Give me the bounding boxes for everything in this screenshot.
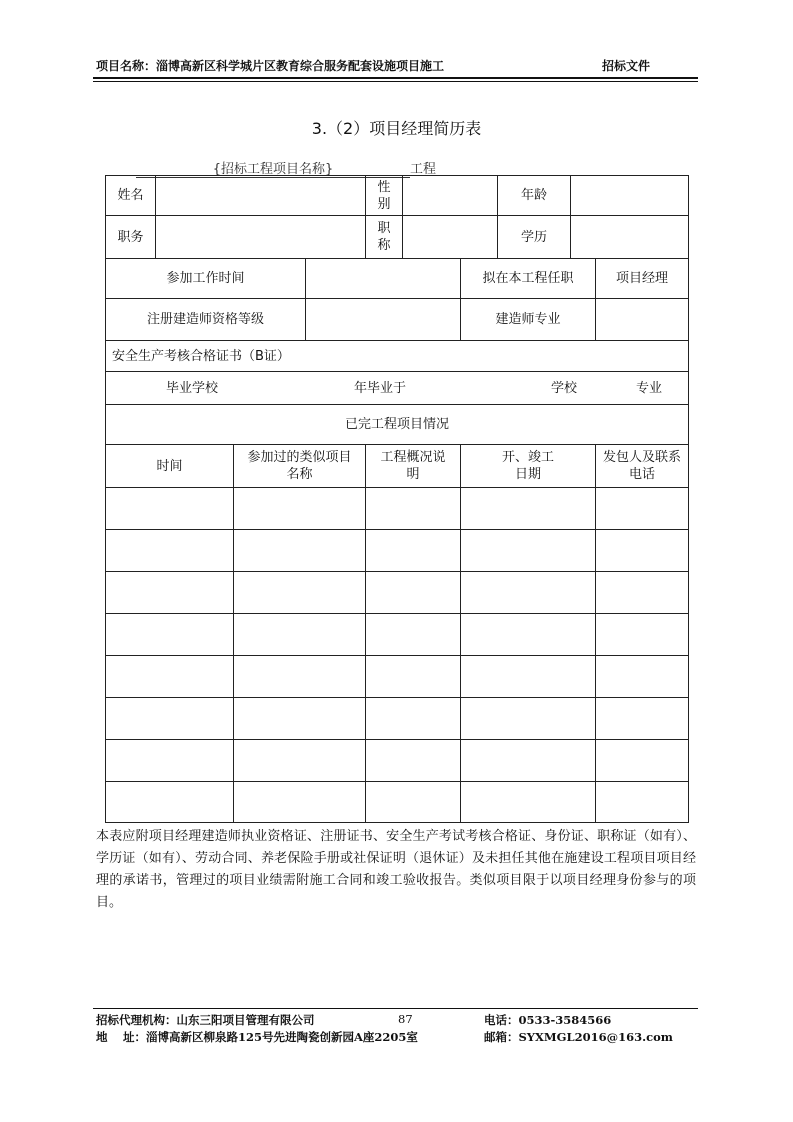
table-cell[interactable] — [596, 656, 689, 698]
label-title: 职 称 — [366, 216, 403, 259]
page-number: 87 — [398, 1012, 413, 1026]
table-cell[interactable] — [106, 530, 234, 572]
header-project: 项目名称：淄博高新区科学城片区教育综合服务配套设施项目施工 — [96, 59, 445, 73]
header-rule-thin — [93, 81, 698, 82]
label-school-suffix: 学校 — [551, 381, 578, 396]
footer-address: 地 址：淄博高新区柳泉路125号先进陶瓷创新园A座2205室 — [96, 1030, 418, 1044]
label-grad-year: 年毕业于 — [354, 381, 407, 396]
label-education: 学历 — [498, 216, 571, 259]
label-school: 毕业学校 — [166, 381, 219, 396]
field-age[interactable] — [571, 176, 689, 216]
label-role: 拟在本工程任职 — [461, 259, 596, 299]
table-cell[interactable] — [461, 488, 596, 530]
label-gender: 性 别 — [366, 176, 403, 216]
table-cell[interactable] — [461, 530, 596, 572]
table-cell[interactable] — [461, 698, 596, 740]
notes: 本表应附项目经理建造师执业资格证、注册证书、安全生产考试考核合格证、身份证、职称证（如有）、学历证（如有）、劳动合同、养老保险手册或社保证明（退休证）及未担任其他在施建设工程项目项目经理的承诺书，管理过的项目业绩需附施工合同和竣工验收报告。类似项目限于以项目经理身份参与的项目。 — [96, 829, 696, 910]
field-cert-major[interactable] — [596, 299, 689, 341]
label-safety-cert: 安全生产考核合格证书（B证） — [106, 341, 306, 372]
label-cert-major: 建造师专业 — [461, 299, 596, 341]
table-cell[interactable] — [234, 698, 366, 740]
field-gender[interactable] — [403, 176, 498, 216]
field-name[interactable] — [156, 176, 366, 216]
table-cell[interactable] — [596, 614, 689, 656]
label-position: 职务 — [106, 216, 156, 259]
table-cell[interactable] — [366, 530, 461, 572]
table-row — [106, 572, 689, 614]
col-dates: 开、竣工日期 — [461, 445, 596, 488]
school-row — [106, 372, 689, 405]
table-cell[interactable] — [461, 572, 596, 614]
table-cell[interactable] — [596, 488, 689, 530]
col-project-name: 参加过的类似项目名称 — [234, 445, 366, 488]
table-cell[interactable] — [234, 488, 366, 530]
table-row — [106, 488, 689, 530]
table-cell[interactable] — [234, 530, 366, 572]
label-start-work: 参加工作时间 — [106, 259, 306, 299]
table-cell[interactable] — [366, 614, 461, 656]
footer-email: 邮箱：SYXMGL2016@163.com — [484, 1030, 673, 1044]
project-suffix: 工程 — [410, 162, 437, 177]
table-cell[interactable] — [596, 572, 689, 614]
table-cell[interactable] — [366, 782, 461, 823]
table-cell[interactable] — [234, 614, 366, 656]
table-cell[interactable] — [596, 782, 689, 823]
table-cell[interactable] — [461, 614, 596, 656]
table-cell[interactable] — [596, 530, 689, 572]
field-title[interactable] — [403, 216, 498, 259]
table-cell[interactable] — [234, 656, 366, 698]
page-title: 3.（2）项目经理简历表 — [311, 119, 482, 138]
table-cell[interactable] — [106, 782, 234, 823]
field-start-work[interactable] — [306, 259, 461, 299]
label-cert-level: 注册建造师资格等级 — [106, 299, 306, 341]
projects-header-row — [106, 445, 689, 488]
table-cell[interactable] — [106, 614, 234, 656]
table-cell[interactable] — [106, 488, 234, 530]
table-row — [106, 656, 689, 698]
project-name-placeholder: {招标工程项目名称} — [136, 158, 410, 178]
table-cell[interactable] — [366, 740, 461, 782]
table-cell[interactable] — [366, 572, 461, 614]
table-cell[interactable] — [366, 488, 461, 530]
footer-phone: 电话：0533-3584566 — [484, 1013, 612, 1027]
table-cell[interactable] — [106, 698, 234, 740]
table-cell[interactable] — [106, 740, 234, 782]
table-cell[interactable] — [461, 782, 596, 823]
header-doc-type: 招标文件 — [601, 59, 650, 73]
table-row — [106, 698, 689, 740]
table-row — [106, 782, 689, 823]
section-completed-projects: 已完工程项目情况 — [106, 405, 689, 445]
label-major: 专业 — [636, 381, 663, 396]
table-cell[interactable] — [234, 740, 366, 782]
col-contractor: 发包人及联系电话 — [596, 445, 689, 488]
table-cell[interactable] — [106, 572, 234, 614]
work-info-table — [105, 258, 689, 445]
table-row — [106, 530, 689, 572]
footer-rule — [93, 1008, 698, 1009]
table-row — [106, 614, 689, 656]
col-overview: 工程概况说明 — [366, 445, 461, 488]
field-safety-cert[interactable] — [306, 341, 689, 372]
field-position[interactable] — [156, 216, 366, 259]
header-rule — [93, 77, 698, 79]
table-cell[interactable] — [366, 656, 461, 698]
projects-table — [105, 444, 689, 823]
table-cell[interactable] — [596, 698, 689, 740]
label-name: 姓名 — [106, 176, 156, 216]
basic-info-table — [105, 175, 689, 259]
table-cell[interactable] — [596, 740, 689, 782]
table-cell[interactable] — [106, 656, 234, 698]
table-cell[interactable] — [461, 740, 596, 782]
page-header — [96, 57, 690, 74]
table-cell[interactable] — [234, 572, 366, 614]
field-cert-level[interactable] — [306, 299, 461, 341]
col-time: 时间 — [106, 445, 234, 488]
table-row — [106, 740, 689, 782]
footer-agency: 招标代理机构：山东三阳项目管理有限公司 — [96, 1013, 315, 1027]
table-cell[interactable] — [366, 698, 461, 740]
table-cell[interactable] — [234, 782, 366, 823]
role-value: 项目经理 — [596, 259, 689, 299]
field-education[interactable] — [571, 216, 689, 259]
label-age: 年龄 — [498, 176, 571, 216]
table-cell[interactable] — [461, 656, 596, 698]
